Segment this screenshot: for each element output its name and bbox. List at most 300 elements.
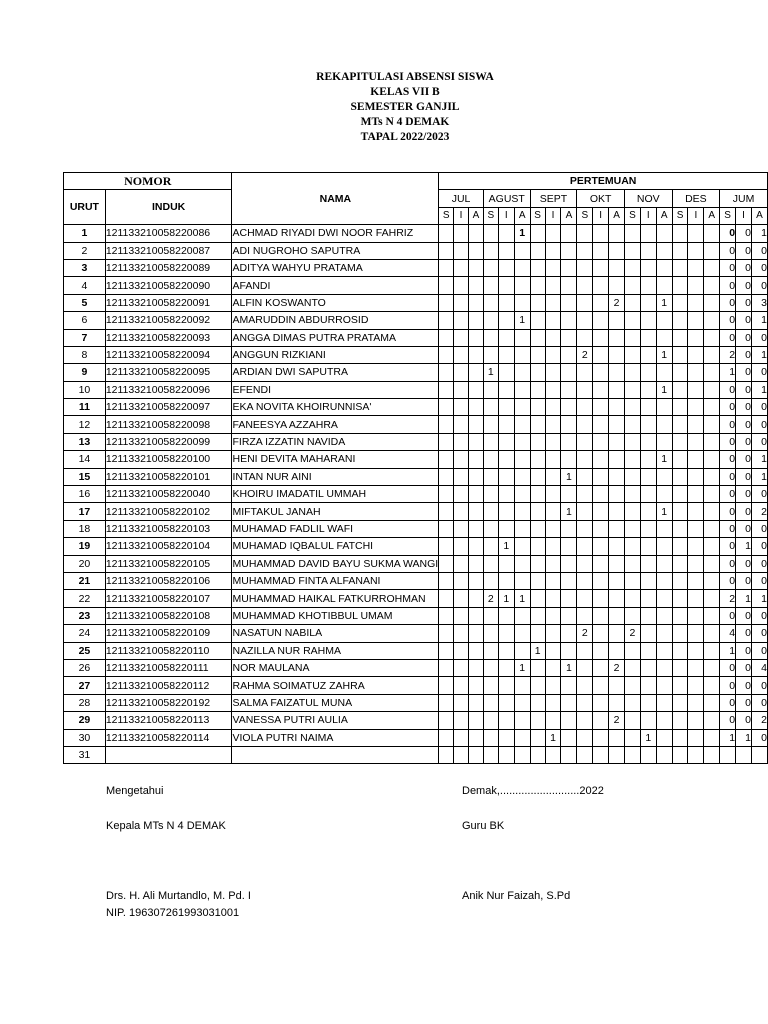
- cell-attendance: [545, 259, 561, 276]
- cell-attendance: [545, 659, 561, 676]
- cell-attendance: [454, 538, 469, 555]
- cell-attendance: [514, 364, 530, 381]
- cell-attendance: [468, 520, 483, 537]
- cell-attendance: [593, 399, 609, 416]
- student-name: HENI DEVITA MAHARANI: [232, 453, 356, 466]
- cell-attendance: [545, 486, 561, 503]
- cell-attendance: [498, 346, 514, 363]
- cell-attendance: [468, 625, 483, 642]
- cell-attendance: [577, 607, 593, 624]
- cell-attendance: [640, 329, 656, 346]
- table-row: [64, 381, 768, 398]
- cell-attendance: [656, 607, 672, 624]
- cell-attendance: [609, 694, 625, 711]
- cell-attendance: [439, 364, 454, 381]
- cell-jumlah: 0: [720, 433, 736, 450]
- student-name: NAZILLA NUR RAHMA: [232, 644, 342, 657]
- cell-attendance: [530, 659, 545, 676]
- cell-attendance: [498, 294, 514, 311]
- cell-attendance: [498, 503, 514, 520]
- cell-attendance: 1: [498, 590, 514, 607]
- cell-attendance: [704, 381, 720, 398]
- cell-attendance: [624, 225, 640, 242]
- cell-urut: 29: [64, 712, 106, 729]
- cell-attendance: [656, 259, 672, 276]
- cell-attendance: [498, 694, 514, 711]
- table-row: [64, 486, 768, 503]
- cell-attendance: [530, 625, 545, 642]
- cell-attendance: [561, 729, 577, 746]
- cell-attendance: [577, 329, 593, 346]
- cell-urut: 30: [64, 729, 106, 746]
- cell-attendance: 1: [656, 294, 672, 311]
- cell-attendance: [483, 399, 498, 416]
- cell-attendance: [640, 694, 656, 711]
- cell-jumlah: 0: [751, 677, 767, 694]
- cell-attendance: [640, 225, 656, 242]
- cell-attendance: [545, 503, 561, 520]
- cell-attendance: [609, 625, 625, 642]
- cell-jumlah: 0: [736, 294, 752, 311]
- cell-attendance: [688, 677, 704, 694]
- cell-attendance: [514, 399, 530, 416]
- cell-attendance: [561, 294, 577, 311]
- cell-jumlah: 0: [736, 381, 752, 398]
- cell-attendance: [624, 277, 640, 294]
- document-title: [0, 70, 768, 145]
- cell-attendance: [483, 694, 498, 711]
- cell-nama: [232, 312, 439, 329]
- cell-attendance: [498, 433, 514, 450]
- cell-attendance: [624, 312, 640, 329]
- cell-attendance: [640, 242, 656, 259]
- cell-attendance: [577, 399, 593, 416]
- cell-attendance: [704, 590, 720, 607]
- cell-attendance: [624, 746, 640, 763]
- student-name: ANGGUN RIZKIANI: [232, 349, 326, 362]
- cell-attendance: [672, 625, 688, 642]
- cell-attendance: [498, 677, 514, 694]
- cell-attendance: [561, 346, 577, 363]
- table-row: [64, 329, 768, 346]
- cell-attendance: [640, 659, 656, 676]
- cell-attendance: [593, 416, 609, 433]
- cell-attendance: [688, 572, 704, 589]
- cell-attendance: [624, 468, 640, 485]
- cell-attendance: [593, 538, 609, 555]
- cell-attendance: [704, 399, 720, 416]
- table-row: [64, 520, 768, 537]
- student-name: MUHAMAD FADLIL WAFI: [232, 523, 354, 535]
- cell-jumlah: 0: [720, 468, 736, 485]
- cell-jumlah: 0: [751, 625, 767, 642]
- cell-attendance: [593, 729, 609, 746]
- cell-attendance: [454, 712, 469, 729]
- cell-attendance: [545, 312, 561, 329]
- cell-urut: 5: [64, 294, 106, 311]
- cell-attendance: [640, 433, 656, 450]
- cell-attendance: [593, 381, 609, 398]
- cell-jumlah: 0: [720, 607, 736, 624]
- cell-jumlah: 0: [751, 486, 767, 503]
- cell-attendance: [624, 555, 640, 572]
- cell-attendance: [439, 329, 454, 346]
- cell-attendance: 2: [624, 625, 640, 642]
- cell-attendance: [498, 729, 514, 746]
- cell-attendance: [640, 555, 656, 572]
- cell-attendance: [688, 625, 704, 642]
- cell-attendance: [609, 329, 625, 346]
- cell-attendance: [514, 329, 530, 346]
- cell-attendance: [624, 381, 640, 398]
- cell-nama: [232, 729, 439, 746]
- cell-attendance: [498, 468, 514, 485]
- footer-mengetahui: Mengetahui: [106, 785, 164, 797]
- cell-attendance: [593, 625, 609, 642]
- cell-attendance: [483, 572, 498, 589]
- student-name: KHOIRU IMADATIL UMMAH: [232, 488, 367, 501]
- cell-attendance: [561, 433, 577, 450]
- cell-nama: [232, 277, 439, 294]
- header-month-jul: JUL: [439, 190, 484, 207]
- cell-jumlah: 2: [751, 503, 767, 520]
- title-line-1: REKAPITULASI ABSENSI SISWA: [316, 71, 494, 83]
- cell-attendance: [672, 590, 688, 607]
- cell-induk: 121133210058220100: [105, 451, 232, 468]
- cell-attendance: [514, 607, 530, 624]
- cell-attendance: [439, 607, 454, 624]
- cell-attendance: [704, 259, 720, 276]
- cell-attendance: [656, 625, 672, 642]
- cell-attendance: [624, 659, 640, 676]
- cell-attendance: [483, 555, 498, 572]
- table-row: [64, 364, 768, 381]
- cell-jumlah: 0: [736, 399, 752, 416]
- cell-attendance: [468, 607, 483, 624]
- cell-jumlah: 0: [720, 416, 736, 433]
- cell-attendance: [545, 555, 561, 572]
- cell-jumlah: 4: [720, 625, 736, 642]
- cell-attendance: [672, 312, 688, 329]
- cell-attendance: [468, 729, 483, 746]
- cell-attendance: [483, 346, 498, 363]
- cell-jumlah: 0: [736, 503, 752, 520]
- cell-jumlah: 0: [720, 451, 736, 468]
- cell-attendance: [624, 399, 640, 416]
- cell-urut: 4: [64, 277, 106, 294]
- cell-jumlah: 0: [736, 555, 752, 572]
- cell-attendance: [514, 451, 530, 468]
- cell-attendance: [688, 607, 704, 624]
- cell-attendance: [498, 416, 514, 433]
- cell-jumlah: 1: [736, 538, 752, 555]
- cell-attendance: [640, 381, 656, 398]
- cell-jumlah: 0: [751, 642, 767, 659]
- student-name: MUHAMMAD DAVID BAYU SUKMA WANGI: [232, 557, 439, 570]
- cell-attendance: 1: [514, 225, 530, 242]
- cell-jumlah: 0: [736, 625, 752, 642]
- header-urut: URUT: [64, 190, 106, 225]
- cell-attendance: 2: [609, 294, 625, 311]
- header-sia-s: S: [530, 207, 545, 224]
- cell-attendance: [609, 746, 625, 763]
- cell-jumlah: 0: [720, 572, 736, 589]
- cell-attendance: 2: [577, 625, 593, 642]
- cell-attendance: [688, 451, 704, 468]
- cell-attendance: [454, 277, 469, 294]
- cell-attendance: [704, 503, 720, 520]
- cell-jumlah: 1: [751, 346, 767, 363]
- cell-attendance: [483, 416, 498, 433]
- cell-attendance: [656, 555, 672, 572]
- cell-attendance: [609, 399, 625, 416]
- cell-induk: 121133210058220192: [105, 694, 232, 711]
- cell-attendance: [530, 451, 545, 468]
- cell-attendance: [688, 520, 704, 537]
- cell-attendance: [656, 572, 672, 589]
- cell-nama: [232, 694, 439, 711]
- cell-nama: [232, 590, 439, 607]
- cell-attendance: [656, 642, 672, 659]
- cell-attendance: [593, 520, 609, 537]
- cell-attendance: [672, 555, 688, 572]
- cell-attendance: [577, 486, 593, 503]
- cell-attendance: [609, 364, 625, 381]
- cell-attendance: [640, 364, 656, 381]
- cell-attendance: [688, 729, 704, 746]
- cell-attendance: [439, 538, 454, 555]
- cell-attendance: [468, 312, 483, 329]
- cell-attendance: [640, 503, 656, 520]
- cell-attendance: [439, 746, 454, 763]
- cell-attendance: [672, 451, 688, 468]
- cell-attendance: [640, 642, 656, 659]
- cell-attendance: [468, 433, 483, 450]
- cell-attendance: [530, 555, 545, 572]
- cell-attendance: [468, 259, 483, 276]
- cell-attendance: [454, 381, 469, 398]
- cell-attendance: [593, 259, 609, 276]
- cell-induk: 121133210058220090: [105, 277, 232, 294]
- student-name: AFANDI: [232, 279, 271, 292]
- cell-induk: [105, 746, 232, 763]
- cell-attendance: [577, 590, 593, 607]
- header-sia-i: I: [593, 207, 609, 224]
- cell-urut: 13: [64, 433, 106, 450]
- student-name: ARDIAN DWI SAPUTRA: [232, 366, 348, 379]
- cell-attendance: [672, 364, 688, 381]
- cell-jumlah: 0: [720, 677, 736, 694]
- cell-attendance: [593, 746, 609, 763]
- cell-attendance: [454, 694, 469, 711]
- cell-induk: 121133210058220106: [105, 572, 232, 589]
- cell-attendance: [688, 277, 704, 294]
- cell-jumlah: 2: [720, 590, 736, 607]
- cell-attendance: [439, 468, 454, 485]
- cell-nama: [232, 520, 439, 537]
- cell-attendance: [483, 468, 498, 485]
- cell-attendance: [498, 659, 514, 676]
- cell-jumlah: 0: [751, 607, 767, 624]
- cell-attendance: [624, 677, 640, 694]
- cell-attendance: [561, 642, 577, 659]
- cell-attendance: [624, 433, 640, 450]
- cell-attendance: [704, 659, 720, 676]
- cell-jumlah: 1: [751, 451, 767, 468]
- cell-urut: 10: [64, 381, 106, 398]
- attendance-table: [63, 172, 768, 764]
- cell-attendance: [483, 729, 498, 746]
- cell-jumlah: 0: [720, 520, 736, 537]
- cell-attendance: [483, 607, 498, 624]
- cell-attendance: [498, 259, 514, 276]
- header-pertemuan: PERTEMUAN: [439, 173, 768, 190]
- cell-jumlah: 0: [736, 572, 752, 589]
- cell-attendance: [561, 399, 577, 416]
- cell-attendance: [468, 451, 483, 468]
- cell-attendance: [704, 433, 720, 450]
- header-month-jum: JUM: [720, 190, 768, 207]
- cell-jumlah: 0: [720, 659, 736, 676]
- cell-attendance: [439, 312, 454, 329]
- cell-attendance: [545, 294, 561, 311]
- title-line-3: SEMESTER GANJIL: [350, 101, 460, 113]
- cell-attendance: [577, 242, 593, 259]
- cell-induk: 121133210058220096: [105, 381, 232, 398]
- cell-attendance: [468, 468, 483, 485]
- cell-attendance: [704, 625, 720, 642]
- cell-attendance: [704, 538, 720, 555]
- cell-urut: 11: [64, 399, 106, 416]
- cell-attendance: [561, 225, 577, 242]
- cell-induk: 121133210058220110: [105, 642, 232, 659]
- cell-attendance: [454, 729, 469, 746]
- cell-attendance: [577, 520, 593, 537]
- cell-attendance: [468, 746, 483, 763]
- cell-attendance: [593, 659, 609, 676]
- table-row: [64, 225, 768, 242]
- cell-jumlah: 0: [751, 329, 767, 346]
- cell-attendance: [468, 538, 483, 555]
- cell-attendance: 1: [514, 590, 530, 607]
- cell-urut: 14: [64, 451, 106, 468]
- cell-attendance: [530, 346, 545, 363]
- cell-attendance: [609, 381, 625, 398]
- header-month-sept: SEPT: [530, 190, 577, 207]
- header-sia-s: S: [439, 207, 454, 224]
- cell-jumlah: 0: [720, 277, 736, 294]
- cell-attendance: [640, 416, 656, 433]
- cell-attendance: [672, 642, 688, 659]
- cell-attendance: [545, 677, 561, 694]
- footer-guru: Guru BK: [462, 820, 505, 832]
- cell-nama: [232, 329, 439, 346]
- cell-attendance: [530, 503, 545, 520]
- cell-urut: 24: [64, 625, 106, 642]
- cell-attendance: [498, 451, 514, 468]
- cell-attendance: [593, 694, 609, 711]
- cell-attendance: [577, 364, 593, 381]
- cell-attendance: [483, 451, 498, 468]
- cell-attendance: [483, 746, 498, 763]
- cell-attendance: [454, 746, 469, 763]
- cell-attendance: 1: [483, 364, 498, 381]
- cell-attendance: 1: [656, 346, 672, 363]
- cell-attendance: [439, 572, 454, 589]
- cell-attendance: [577, 416, 593, 433]
- cell-attendance: 1: [561, 659, 577, 676]
- cell-nama: [232, 416, 439, 433]
- cell-attendance: [688, 746, 704, 763]
- cell-induk: 121133210058220111: [105, 659, 232, 676]
- cell-attendance: [609, 642, 625, 659]
- cell-attendance: [609, 503, 625, 520]
- cell-attendance: [704, 468, 720, 485]
- cell-attendance: [561, 677, 577, 694]
- cell-attendance: [656, 364, 672, 381]
- header-sia-s: S: [672, 207, 688, 224]
- table-row: [64, 503, 768, 520]
- cell-attendance: [439, 677, 454, 694]
- cell-attendance: [545, 468, 561, 485]
- cell-attendance: [545, 520, 561, 537]
- cell-attendance: [483, 625, 498, 642]
- cell-attendance: [704, 294, 720, 311]
- cell-urut: 27: [64, 677, 106, 694]
- cell-attendance: [454, 520, 469, 537]
- cell-attendance: [656, 659, 672, 676]
- cell-nama: [232, 486, 439, 503]
- header-sia-s: S: [577, 207, 593, 224]
- header-sia-i: I: [545, 207, 561, 224]
- cell-attendance: [530, 712, 545, 729]
- cell-attendance: [577, 677, 593, 694]
- header-sia-i: I: [736, 207, 752, 224]
- cell-jumlah: 0: [736, 677, 752, 694]
- cell-attendance: [609, 590, 625, 607]
- cell-attendance: [656, 694, 672, 711]
- student-name: ANGGA DIMAS PUTRA PRATAMA: [232, 331, 397, 344]
- cell-jumlah: 0: [751, 259, 767, 276]
- cell-attendance: [454, 555, 469, 572]
- cell-attendance: [498, 555, 514, 572]
- cell-induk: 121133210058220095: [105, 364, 232, 381]
- cell-attendance: 1: [514, 659, 530, 676]
- cell-attendance: [624, 486, 640, 503]
- cell-attendance: [640, 590, 656, 607]
- cell-attendance: [672, 503, 688, 520]
- cell-attendance: [439, 590, 454, 607]
- cell-attendance: [704, 694, 720, 711]
- cell-attendance: [514, 520, 530, 537]
- cell-attendance: [656, 433, 672, 450]
- cell-attendance: [704, 642, 720, 659]
- cell-attendance: [672, 294, 688, 311]
- cell-attendance: [624, 416, 640, 433]
- cell-attendance: [439, 503, 454, 520]
- student-name: ALFIN KOSWANTO: [232, 296, 326, 309]
- cell-attendance: [704, 364, 720, 381]
- cell-jumlah: [720, 746, 736, 763]
- cell-attendance: [672, 468, 688, 485]
- cell-attendance: [593, 503, 609, 520]
- cell-attendance: [498, 312, 514, 329]
- cell-attendance: [439, 381, 454, 398]
- cell-nama: [232, 242, 439, 259]
- header-sia-a: A: [514, 207, 530, 224]
- cell-attendance: [514, 503, 530, 520]
- student-name: MUHAMMAD HAIKAL FATKURROHMAN: [232, 592, 426, 605]
